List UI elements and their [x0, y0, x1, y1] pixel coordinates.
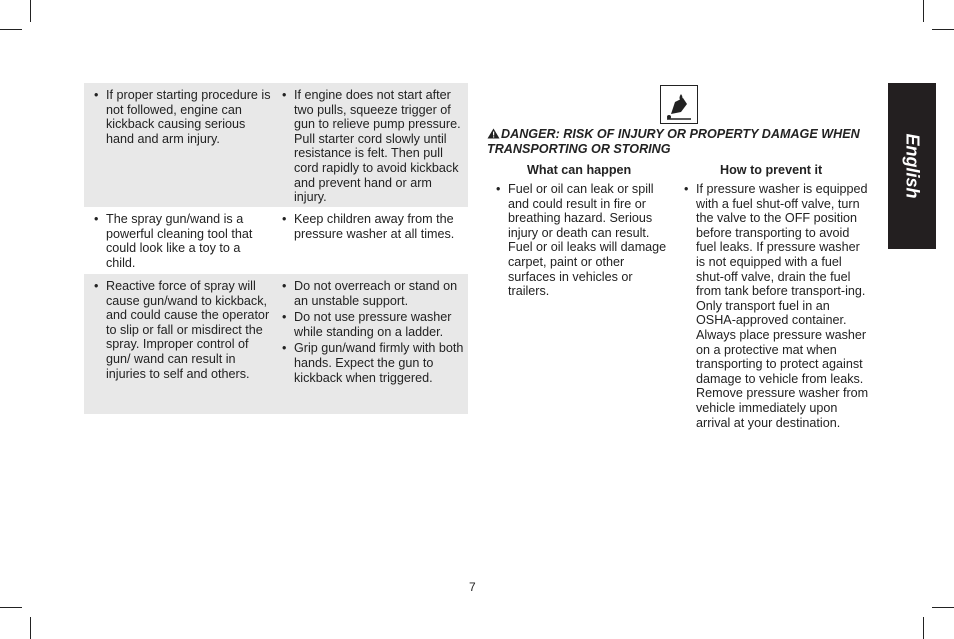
language-tab-label: English: [902, 133, 923, 199]
danger-heading: [487, 127, 882, 156]
how-to-prevent-list: [682, 182, 870, 432]
crop-mark: [0, 607, 22, 608]
list-item: • If proper starting procedure is not followed, engine can kickback causing serious hand and arm injury.: [92, 88, 272, 146]
list-item: • If pressure washer is equipped with a fuel shut-off valve, turn the valve to the OFF position before transporting to avoid fuel leaks. If pressure washer is not equipped with a fuel shut-off valve, drain the fuel from tank before transport-ing. Only transport fuel in an OSHA-approved container. Always place pressure washer on a protective mat when transporting to protect against damage to vehicle from leaks. Remove pressure washer from vehicle immediately upon arrival at your destination.: [682, 182, 870, 430]
hazard-row-starting: [84, 83, 468, 207]
language-tab: [888, 83, 936, 249]
crop-mark: [932, 607, 954, 608]
what-can-happen-cell: [92, 212, 272, 272]
page-number: 7: [469, 580, 476, 594]
list-item: • Grip gun/wand firmly with both hands. Expect the gun to kickback when triggered.: [280, 341, 466, 385]
how-to-prevent-heading: How to prevent it: [720, 163, 823, 177]
hazard-row-reactive-force: [84, 274, 468, 414]
how-to-prevent-cell: [280, 88, 466, 207]
warning-triangle-icon: [487, 128, 500, 139]
list-item: • Do not overreach or stand on an unstable support.: [280, 279, 466, 308]
crop-mark: [932, 29, 954, 30]
hazard-row-child: [84, 207, 468, 274]
what-can-happen-heading: What can happen: [527, 163, 632, 177]
list-item: • If engine does not start after two pulls, squeeze trigger of gun to relieve pump pressure. Pull starter cord slowly until resistance is felt. Then pull cord rapidly to avoid kickback and prevent hand or arm injury.: [280, 88, 466, 205]
how-to-prevent-cell: [280, 279, 466, 387]
crop-mark: [0, 29, 22, 30]
hazard-table: [84, 83, 468, 414]
what-can-happen-list: [494, 182, 670, 301]
fuel-leak-icon: [660, 85, 698, 124]
how-to-prevent-cell: [280, 212, 466, 243]
list-item: • Fuel or oil can leak or spill and could result in fire or breathing hazard. Serious injury or death can result. Fuel or oil leaks will damage carpet, paint or other surfaces in vehicles or trailers.: [494, 182, 670, 299]
crop-mark: [30, 0, 31, 22]
crop-mark: [30, 617, 31, 639]
list-item: • Reactive force of spray will cause gun/wand to kickback, and could cause the operator to slip or fall or misdirect the spray. Improper control of gun/ wand can result in injuries to self and others.: [92, 279, 272, 381]
what-can-happen-cell: [92, 88, 272, 148]
crop-mark: [923, 617, 924, 639]
danger-heading-text: DANGER: RISK OF INJURY OR PROPERTY DAMAGE WHEN TRANSPORTING OR STORING: [487, 127, 860, 156]
crop-mark: [923, 0, 924, 22]
what-can-happen-cell: [92, 279, 272, 383]
list-item: • Do not use pressure washer while standing on a ladder.: [280, 310, 466, 339]
list-item: • The spray gun/wand is a powerful cleaning tool that could look like a toy to a child.: [92, 212, 272, 270]
list-item: • Keep children away from the pressure washer at all times.: [280, 212, 466, 241]
